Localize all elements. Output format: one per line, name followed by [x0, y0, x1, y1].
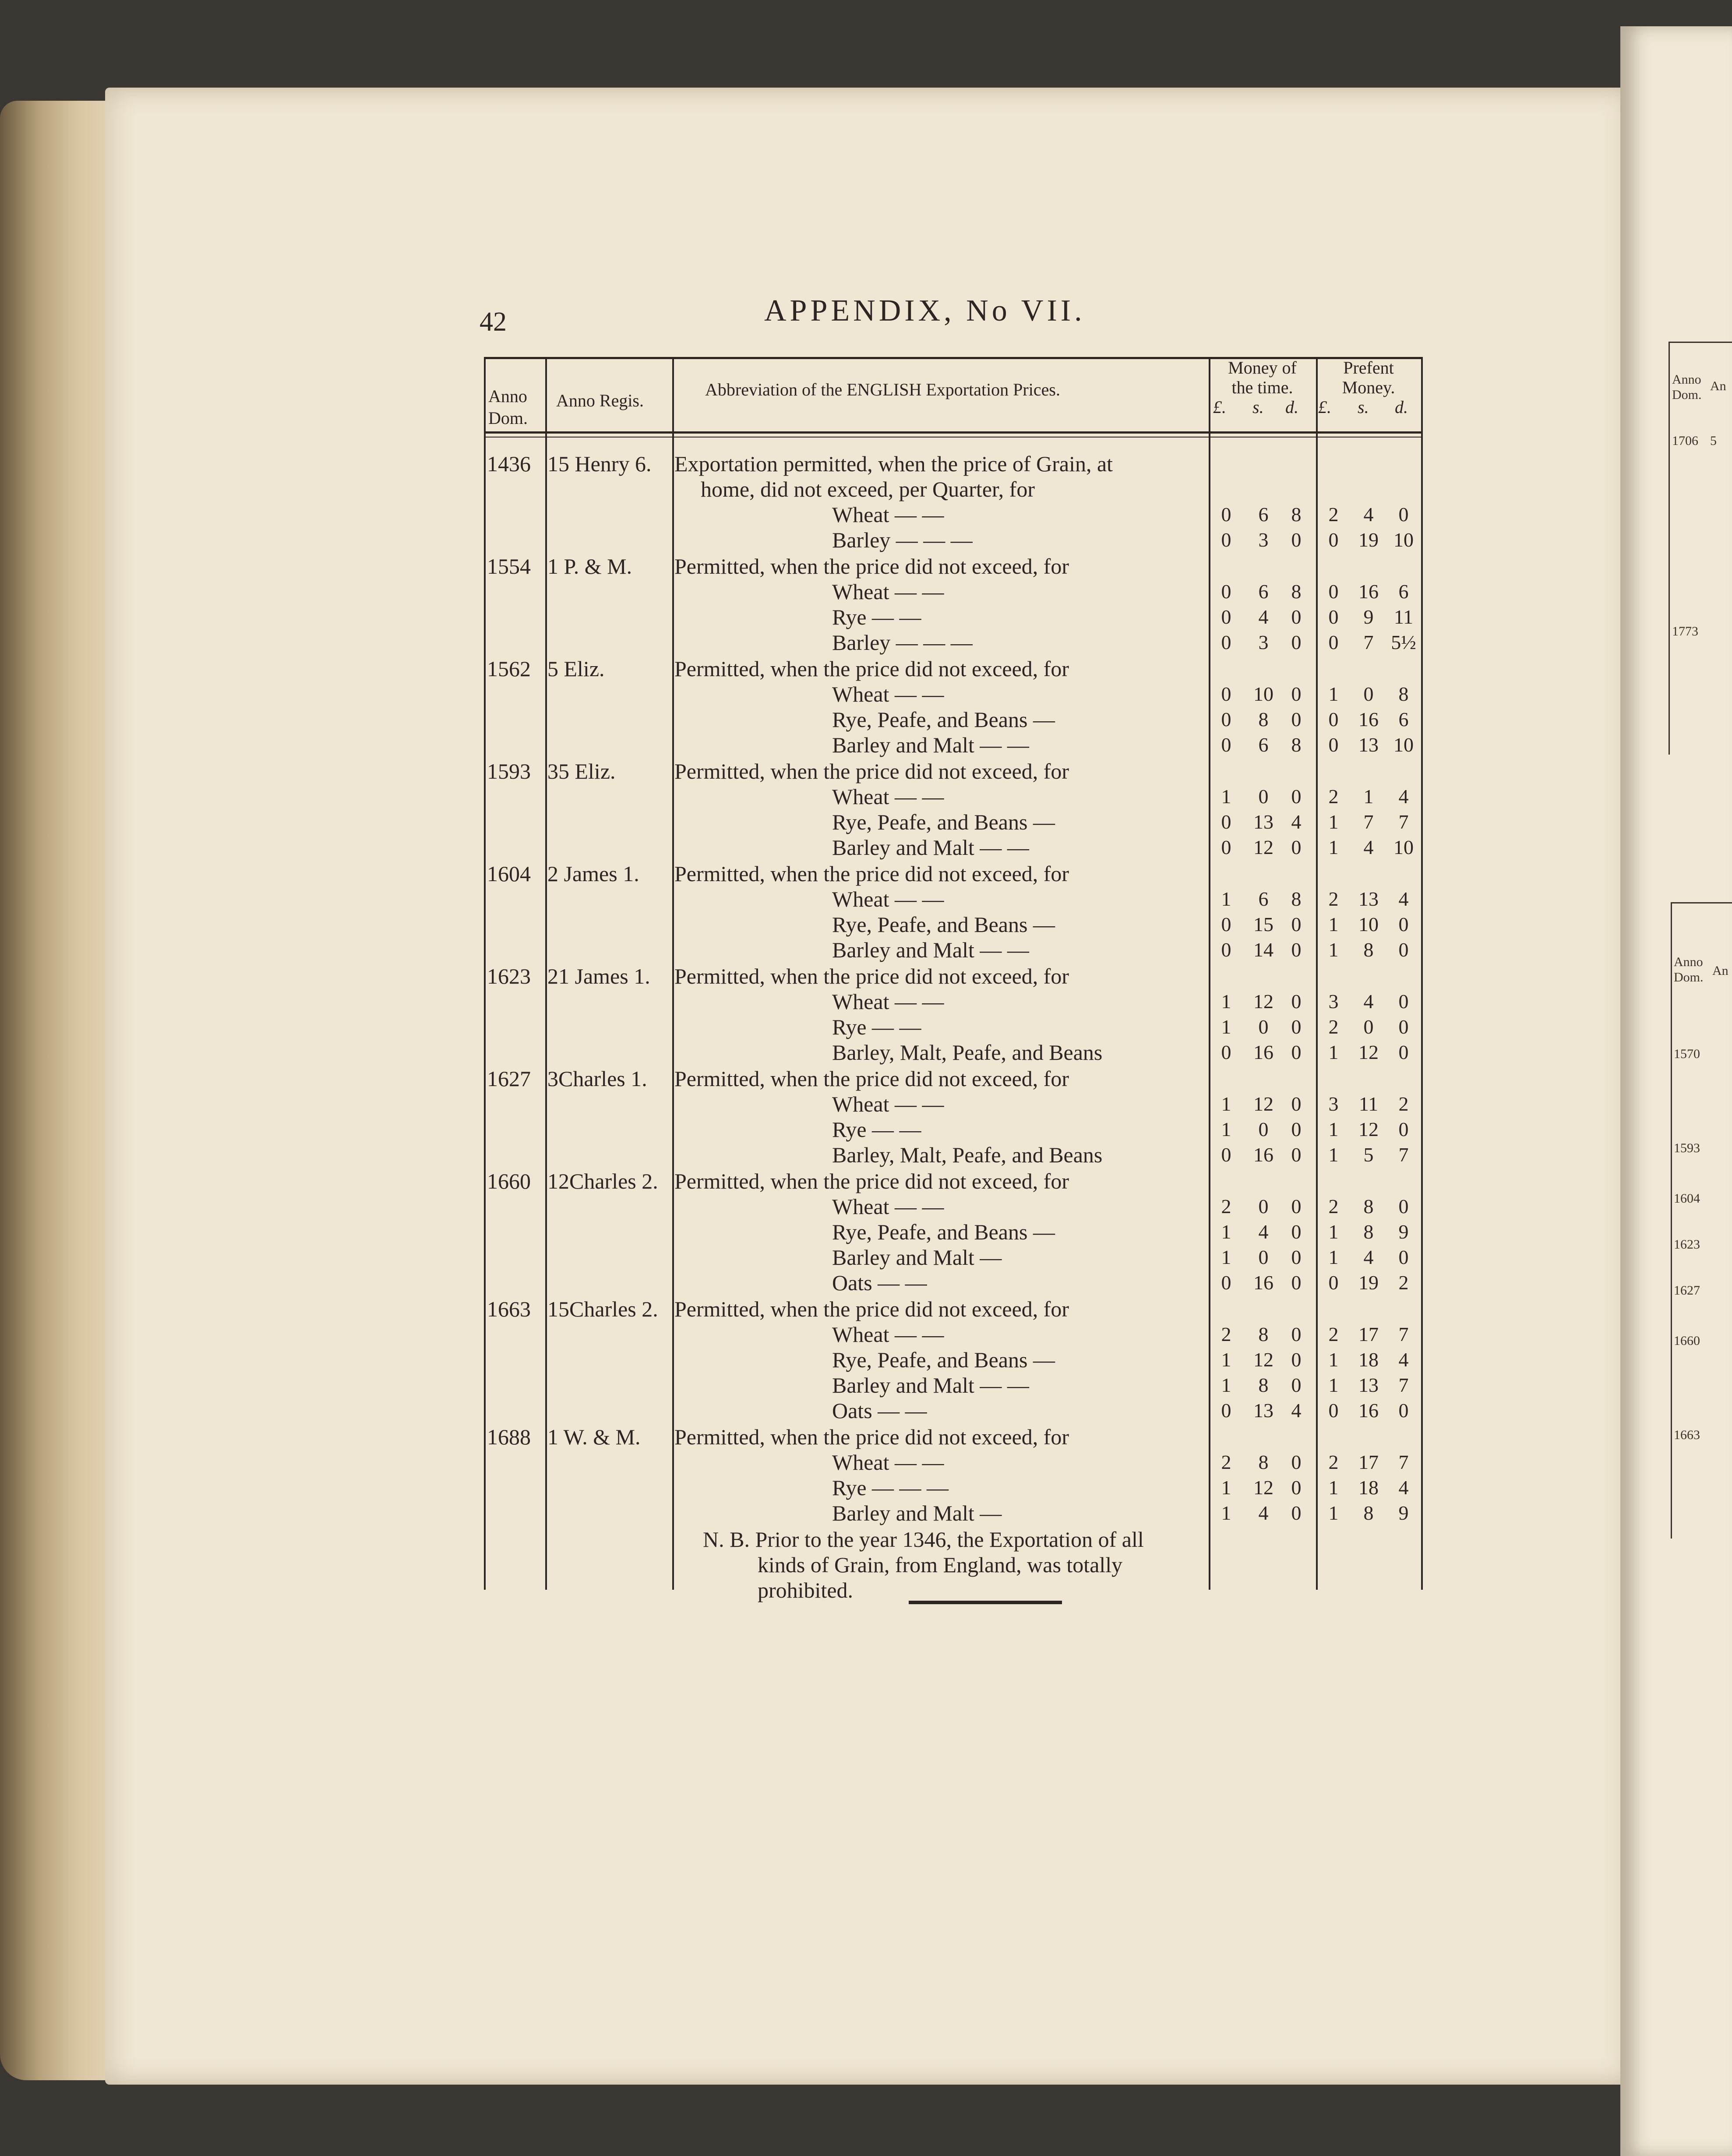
- grain-label: Wheat — —: [832, 989, 944, 1014]
- present-money-value: 12: [1358, 1118, 1379, 1140]
- present-money-value: 1: [1328, 1041, 1339, 1063]
- present-money-value: 0: [1328, 529, 1339, 551]
- money-time-value: 0: [1291, 1221, 1302, 1243]
- money-time-value: 0: [1291, 1246, 1302, 1268]
- header-rule: [484, 431, 1421, 434]
- facing-header: Dom.: [1672, 388, 1702, 402]
- present-money-value: 0: [1398, 503, 1409, 526]
- money-time-value: 0: [1221, 836, 1231, 858]
- money-time-value: 0: [1291, 913, 1302, 935]
- grain-label: Oats — —: [832, 1398, 927, 1423]
- facing-year: 1706: [1672, 434, 1698, 448]
- present-money-value: 13: [1358, 734, 1379, 756]
- regis-cell: 1 W. & M.: [547, 1425, 641, 1449]
- present-money-value: 4: [1363, 503, 1374, 526]
- money-time-value: 0: [1291, 1143, 1302, 1166]
- present-money-value: 8: [1363, 939, 1374, 961]
- present-money-value: 0: [1398, 1399, 1409, 1422]
- regis-cell: 15 Henry 6.: [547, 452, 652, 476]
- facing-table-lower: [1671, 902, 1732, 1538]
- money-time-value: 0: [1221, 708, 1231, 730]
- present-money-value: 6: [1398, 580, 1409, 603]
- year-cell: 1554: [487, 554, 531, 579]
- present-money-value: 1: [1328, 1476, 1339, 1499]
- money-time-value: 0: [1291, 1323, 1302, 1345]
- money-time-value: 4: [1258, 1221, 1269, 1243]
- grain-label: Barley and Malt — —: [832, 1373, 1029, 1397]
- header-present-money: Money.: [1342, 378, 1395, 397]
- facing-year: 1627: [1674, 1283, 1700, 1298]
- col-rule-3: [1209, 357, 1210, 1590]
- money-time-value: 0: [1291, 990, 1302, 1013]
- money-time-value: 8: [1258, 1323, 1269, 1345]
- grain-label: Rye, Peafe, and Beans —: [832, 1220, 1055, 1244]
- present-money-value: 1: [1328, 836, 1339, 858]
- present-money-value: 16: [1358, 580, 1379, 603]
- grain-label: Wheat — —: [832, 1450, 944, 1475]
- present-money-value: 8: [1363, 1195, 1374, 1217]
- money-time-value: 13: [1253, 1399, 1273, 1422]
- present-money-value: 4: [1398, 888, 1409, 910]
- facing-year: 1660: [1674, 1334, 1700, 1348]
- present-money-value: 13: [1358, 888, 1379, 910]
- money-time-value: 0: [1258, 1195, 1269, 1217]
- present-money-value: 1: [1328, 811, 1339, 833]
- present-money-value: 4: [1398, 1476, 1409, 1499]
- grain-label: Rye — —: [832, 605, 921, 629]
- regis-cell: 3Charles 1.: [547, 1066, 647, 1091]
- present-money-value: 2: [1398, 1271, 1409, 1294]
- regis-cell: 5 Eliz.: [547, 656, 605, 681]
- money-time-value: 1: [1221, 1221, 1231, 1243]
- present-money-value: 0: [1398, 939, 1409, 961]
- header-currency-unit: s.: [1358, 397, 1369, 417]
- present-money-value: 9: [1398, 1502, 1409, 1524]
- present-money-value: 5½: [1391, 631, 1416, 653]
- present-money-value: 5: [1363, 1143, 1374, 1166]
- money-time-value: 0: [1291, 708, 1302, 730]
- present-money-value: 7: [1398, 811, 1409, 833]
- present-money-value: 7: [1398, 1323, 1409, 1345]
- present-money-value: 2: [1328, 1323, 1339, 1345]
- grain-label: Rye — —: [832, 1117, 921, 1142]
- money-time-value: 8: [1291, 888, 1302, 910]
- present-money-value: 12: [1358, 1041, 1379, 1063]
- money-time-value: 0: [1221, 811, 1231, 833]
- present-money-value: 0: [1328, 1399, 1339, 1422]
- entry-text: Permitted, when the price did not exceed, for: [674, 554, 1069, 579]
- money-time-value: 0: [1291, 1451, 1302, 1473]
- entry-text: Permitted, when the price did not exceed, for: [674, 1425, 1069, 1449]
- present-money-value: 2: [1328, 785, 1339, 808]
- year-cell: 1562: [487, 656, 531, 681]
- money-time-value: 12: [1253, 1093, 1273, 1115]
- entry-text: home, did not exceed, per Quarter, for: [701, 477, 1035, 501]
- money-time-value: 0: [1221, 1399, 1231, 1422]
- regis-cell: 2 James 1.: [547, 861, 639, 886]
- present-money-value: 1: [1328, 1221, 1339, 1243]
- year-cell: 1593: [487, 759, 531, 783]
- money-time-value: 6: [1258, 503, 1269, 526]
- grain-label: Rye, Peafe, and Beans —: [832, 707, 1055, 732]
- grain-label: Barley and Malt — —: [832, 733, 1029, 757]
- present-money-value: 4: [1398, 785, 1409, 808]
- col-rule-5: [1421, 357, 1423, 1590]
- facing-header: An: [1710, 379, 1726, 393]
- present-money-value: 18: [1358, 1348, 1379, 1371]
- present-money-value: 4: [1363, 836, 1374, 858]
- facing-header: Anno: [1674, 955, 1703, 969]
- present-money-value: 0: [1398, 1016, 1409, 1038]
- present-money-value: 4: [1363, 1246, 1374, 1268]
- money-time-value: 8: [1291, 734, 1302, 756]
- money-time-value: 0: [1291, 1502, 1302, 1524]
- present-money-value: 2: [1328, 1195, 1339, 1217]
- money-time-value: 0: [1221, 1041, 1231, 1063]
- present-money-value: 0: [1328, 1271, 1339, 1294]
- money-time-value: 0: [1258, 1016, 1269, 1038]
- present-money-value: 2: [1328, 503, 1339, 526]
- entry-text: Permitted, when the price did not exceed, for: [674, 759, 1069, 783]
- regis-cell: 12Charles 2.: [547, 1169, 658, 1193]
- entry-text: Permitted, when the price did not exceed, for: [674, 1066, 1069, 1091]
- year-cell: 1688: [487, 1425, 531, 1449]
- money-time-value: 0: [1258, 1246, 1269, 1268]
- money-time-value: 12: [1253, 1348, 1273, 1371]
- money-time-value: 0: [1291, 1195, 1302, 1217]
- present-money-value: 1: [1328, 1246, 1339, 1268]
- present-money-value: 2: [1398, 1093, 1409, 1115]
- money-time-value: 1: [1221, 1502, 1231, 1524]
- present-money-value: 1: [1328, 1502, 1339, 1524]
- grain-label: Wheat — —: [832, 887, 944, 911]
- header-anno-dom: Dom.: [488, 408, 528, 428]
- money-time-value: 10: [1253, 683, 1273, 705]
- present-money-value: 0: [1398, 1118, 1409, 1140]
- header-rule-thin: [484, 437, 1421, 438]
- money-time-value: 2: [1221, 1451, 1231, 1473]
- entry-text: Permitted, when the price did not exceed, for: [674, 964, 1069, 988]
- money-time-value: 0: [1291, 1374, 1302, 1396]
- money-time-value: 0: [1258, 1118, 1269, 1140]
- closing-rule: [909, 1601, 1062, 1604]
- grain-label: Barley and Malt — —: [832, 835, 1029, 860]
- money-time-value: 8: [1258, 1374, 1269, 1396]
- grain-label: Oats — —: [832, 1270, 927, 1295]
- money-time-value: 12: [1253, 836, 1273, 858]
- money-time-value: 16: [1253, 1041, 1273, 1063]
- money-time-value: 1: [1221, 785, 1231, 808]
- present-money-value: 1: [1328, 939, 1339, 961]
- money-time-value: 4: [1291, 811, 1302, 833]
- money-time-value: 4: [1258, 606, 1269, 628]
- present-money-value: 1: [1328, 1118, 1339, 1140]
- money-time-value: 0: [1291, 683, 1302, 705]
- present-money-value: 0: [1398, 990, 1409, 1013]
- present-money-value: 11: [1393, 606, 1414, 628]
- present-money-value: 6: [1398, 708, 1409, 730]
- header-anno-regis: Anno Regis.: [556, 391, 644, 410]
- present-money-value: 2: [1328, 1451, 1339, 1473]
- header-currency-unit: d.: [1395, 397, 1408, 417]
- grain-label: Barley and Malt — —: [832, 938, 1029, 962]
- present-money-value: 9: [1363, 606, 1374, 628]
- money-time-value: 0: [1291, 1118, 1302, 1140]
- present-money-value: 7: [1398, 1451, 1409, 1473]
- grain-label: Barley — — —: [832, 528, 973, 552]
- money-time-value: 6: [1258, 580, 1269, 603]
- money-time-value: 0: [1291, 836, 1302, 858]
- present-money-value: 0: [1363, 683, 1374, 705]
- money-time-value: 3: [1258, 529, 1269, 551]
- money-time-value: 16: [1253, 1143, 1273, 1166]
- entry-text: Permitted, when the price did not exceed, for: [674, 1297, 1069, 1321]
- facing-page: [1620, 26, 1732, 2156]
- grain-label: Rye — — —: [832, 1475, 949, 1500]
- present-money-value: 8: [1398, 683, 1409, 705]
- grain-label: Wheat — —: [832, 579, 944, 604]
- money-time-value: 8: [1291, 580, 1302, 603]
- header-currency-unit: £.: [1213, 397, 1226, 417]
- grain-label: Barley and Malt —: [832, 1501, 1002, 1525]
- facing-year: 1570: [1674, 1047, 1700, 1061]
- year-cell: 1663: [487, 1297, 531, 1321]
- present-money-value: 10: [1358, 913, 1379, 935]
- money-time-value: 1: [1221, 1118, 1231, 1140]
- present-money-value: 13: [1358, 1374, 1379, 1396]
- entry-text: Permitted, when the price did not exceed, for: [674, 1169, 1069, 1193]
- money-time-value: 0: [1291, 1093, 1302, 1115]
- header-currency-unit: s.: [1252, 397, 1264, 417]
- money-time-value: 0: [1291, 1016, 1302, 1038]
- money-time-value: 1: [1221, 990, 1231, 1013]
- present-money-value: 10: [1393, 836, 1414, 858]
- facing-header: Dom.: [1674, 970, 1704, 984]
- present-money-value: 0: [1328, 708, 1339, 730]
- money-time-value: 6: [1258, 734, 1269, 756]
- facing-year: 1604: [1674, 1191, 1700, 1206]
- money-time-value: 1: [1221, 1348, 1231, 1371]
- col-rule-0: [484, 357, 486, 1590]
- present-money-value: 7: [1363, 811, 1374, 833]
- header-currency-unit: d.: [1285, 397, 1298, 417]
- running-head: APPENDIX, No VII.: [764, 294, 1086, 328]
- entry-text: Permitted, when the price did not exceed, for: [674, 861, 1069, 886]
- present-money-value: 4: [1363, 990, 1374, 1013]
- facing-year: 1623: [1674, 1237, 1700, 1252]
- grain-label: Barley — — —: [832, 630, 973, 655]
- present-money-value: 1: [1328, 1374, 1339, 1396]
- nb-note: prohibited.: [758, 1578, 854, 1602]
- money-time-value: 13: [1253, 811, 1273, 833]
- present-money-value: 10: [1393, 734, 1414, 756]
- present-money-value: 16: [1358, 1399, 1379, 1422]
- present-money-value: 3: [1328, 1093, 1339, 1115]
- grain-label: Wheat — —: [832, 682, 944, 706]
- grain-label: Rye, Peafe, and Beans —: [832, 1348, 1055, 1372]
- money-time-value: 0: [1291, 606, 1302, 628]
- col-rule-2: [672, 357, 674, 1590]
- present-money-value: 7: [1398, 1374, 1409, 1396]
- facing-year: 1663: [1674, 1428, 1700, 1442]
- year-cell: 1623: [487, 964, 531, 988]
- present-money-value: 16: [1358, 708, 1379, 730]
- present-money-value: 8: [1363, 1502, 1374, 1524]
- money-time-value: 1: [1221, 1246, 1231, 1268]
- present-money-value: 2: [1328, 1016, 1339, 1038]
- money-time-value: 1: [1221, 1374, 1231, 1396]
- header-abbreviation: Abbreviation of the ENGLISH Exportation Prices.: [705, 380, 1060, 399]
- money-time-value: 0: [1221, 1271, 1231, 1294]
- money-time-value: 0: [1221, 734, 1231, 756]
- grain-label: Wheat — —: [832, 1322, 944, 1347]
- present-money-value: 1: [1328, 683, 1339, 705]
- regis-cell: 15Charles 2.: [547, 1297, 658, 1321]
- grain-label: Barley, Malt, Peafe, and Beans: [832, 1040, 1103, 1065]
- money-time-value: 0: [1291, 1348, 1302, 1371]
- present-money-value: 0: [1328, 631, 1339, 653]
- facing-table-top: [1669, 342, 1732, 755]
- money-time-value: 12: [1253, 1476, 1273, 1499]
- facing-year: 1593: [1674, 1141, 1700, 1155]
- money-time-value: 8: [1258, 708, 1269, 730]
- present-money-value: 19: [1358, 1271, 1379, 1294]
- present-money-value: 2: [1328, 888, 1339, 910]
- money-time-value: 0: [1258, 785, 1269, 808]
- header-currency-unit: £.: [1318, 397, 1331, 417]
- present-money-value: 0: [1328, 580, 1339, 603]
- present-money-value: 9: [1398, 1221, 1409, 1243]
- money-time-value: 0: [1291, 785, 1302, 808]
- money-time-value: 0: [1221, 913, 1231, 935]
- entry-text: Exportation permitted, when the price of Grain, at: [674, 452, 1113, 476]
- present-money-value: 0: [1328, 606, 1339, 628]
- money-time-value: 0: [1221, 1143, 1231, 1166]
- money-time-value: 0: [1291, 1041, 1302, 1063]
- nb-note: N. B. Prior to the year 1346, the Exportation of all: [703, 1527, 1144, 1552]
- money-time-value: 1: [1221, 1016, 1231, 1038]
- money-time-value: 1: [1221, 1093, 1231, 1115]
- year-cell: 1627: [487, 1066, 531, 1091]
- money-time-value: 4: [1258, 1502, 1269, 1524]
- present-money-value: 7: [1398, 1143, 1409, 1166]
- money-time-value: 0: [1291, 529, 1302, 551]
- present-money-value: 17: [1358, 1451, 1379, 1473]
- facing-header: An: [1712, 963, 1728, 978]
- regis-cell: 35 Eliz.: [547, 759, 616, 783]
- present-money-value: 11: [1358, 1093, 1379, 1115]
- grain-label: Barley and Malt —: [832, 1245, 1002, 1270]
- money-time-value: 0: [1221, 631, 1231, 653]
- money-time-value: 0: [1291, 631, 1302, 653]
- money-time-value: 0: [1221, 503, 1231, 526]
- nb-note: kinds of Grain, from England, was totally: [758, 1553, 1123, 1577]
- present-money-value: 8: [1363, 1221, 1374, 1243]
- money-time-value: 0: [1221, 683, 1231, 705]
- present-money-value: 0: [1398, 913, 1409, 935]
- money-time-value: 8: [1291, 503, 1302, 526]
- money-time-value: 16: [1253, 1271, 1273, 1294]
- facing-year: 1773: [1672, 624, 1698, 639]
- grain-label: Wheat — —: [832, 502, 944, 527]
- money-time-value: 8: [1258, 1451, 1269, 1473]
- present-money-value: 0: [1398, 1041, 1409, 1063]
- present-money-value: 1: [1328, 1143, 1339, 1166]
- money-time-value: 2: [1221, 1195, 1231, 1217]
- money-time-value: 12: [1253, 990, 1273, 1013]
- money-time-value: 4: [1291, 1399, 1302, 1422]
- money-time-value: 0: [1221, 529, 1231, 551]
- money-time-value: 0: [1291, 939, 1302, 961]
- page-number: 42: [480, 307, 507, 337]
- grain-label: Rye — —: [832, 1015, 921, 1039]
- money-time-value: 6: [1258, 888, 1269, 910]
- money-time-value: 15: [1253, 913, 1273, 935]
- money-time-value: 2: [1221, 1323, 1231, 1345]
- present-money-value: 18: [1358, 1476, 1379, 1499]
- entry-text: Permitted, when the price did not exceed, for: [674, 656, 1069, 681]
- year-cell: 1436: [487, 452, 531, 476]
- present-money-value: 4: [1398, 1348, 1409, 1371]
- present-money-value: 0: [1398, 1246, 1409, 1268]
- header-money-time: Money of: [1228, 358, 1297, 378]
- present-money-value: 7: [1363, 631, 1374, 653]
- money-time-value: 14: [1253, 939, 1273, 961]
- money-time-value: 0: [1291, 1271, 1302, 1294]
- money-time-value: 1: [1221, 1476, 1231, 1499]
- header-anno-dom: Anno: [488, 386, 527, 406]
- facing-header: Anno: [1672, 372, 1701, 387]
- money-time-value: 0: [1291, 1476, 1302, 1499]
- col-rule-4: [1316, 357, 1318, 1590]
- regis-cell: 1 P. & M.: [547, 554, 632, 579]
- money-time-value: 0: [1221, 606, 1231, 628]
- grain-label: Barley, Malt, Peafe, and Beans: [832, 1143, 1103, 1167]
- money-time-value: 1: [1221, 888, 1231, 910]
- grain-label: Wheat — —: [832, 1194, 944, 1219]
- present-money-value: 1: [1328, 913, 1339, 935]
- header-money-time: the time.: [1231, 378, 1293, 397]
- col-rule-1: [545, 357, 547, 1590]
- regis-cell: 21 James 1.: [547, 964, 650, 988]
- money-time-value: 3: [1258, 631, 1269, 653]
- grain-label: Wheat — —: [832, 1092, 944, 1116]
- present-money-value: 0: [1363, 1016, 1374, 1038]
- year-cell: 1604: [487, 861, 531, 886]
- year-cell: 1660: [487, 1169, 531, 1193]
- present-money-value: 17: [1358, 1323, 1379, 1345]
- money-time-value: 0: [1221, 939, 1231, 961]
- present-money-value: 10: [1393, 529, 1414, 551]
- grain-label: Rye, Peafe, and Beans —: [832, 810, 1055, 834]
- header-present-money: Prefent: [1343, 358, 1394, 378]
- present-money-value: 1: [1363, 785, 1374, 808]
- present-money-value: 1: [1328, 1348, 1339, 1371]
- present-money-value: 19: [1358, 529, 1379, 551]
- grain-label: Wheat — —: [832, 784, 944, 809]
- present-money-value: 0: [1398, 1195, 1409, 1217]
- present-money-value: 0: [1328, 734, 1339, 756]
- grain-label: Rye, Peafe, and Beans —: [832, 912, 1055, 937]
- present-money-value: 3: [1328, 990, 1339, 1013]
- facing-year: 5: [1710, 434, 1717, 448]
- money-time-value: 0: [1221, 580, 1231, 603]
